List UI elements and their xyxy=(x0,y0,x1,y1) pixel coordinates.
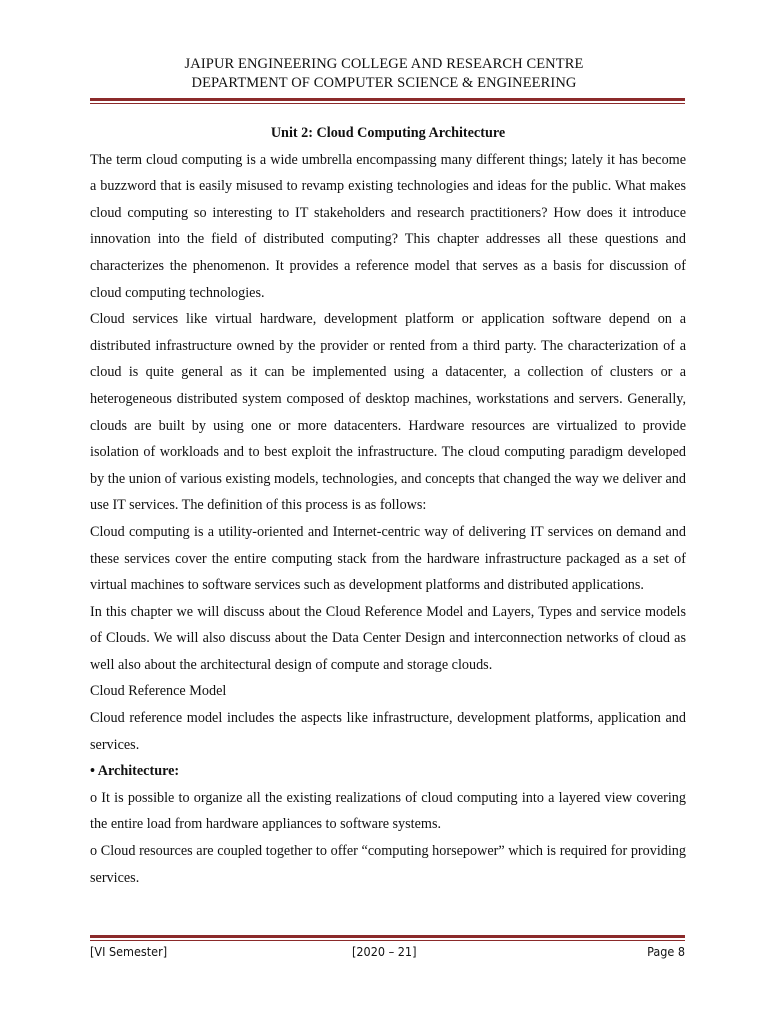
paragraph-cloud-services: Cloud services like virtual hardware, development platform or application software depend on a distributed infrastructure owned by the provider or rented from a third party. The characterization of a cloud is quite general as it can be implemented using a datacenter, a collection of clusters or a heterogeneous distributed system composed of desktop machines, workstations and servers. Generally, clouds are built by using one or more datacenters. Hardware resources are virtualized to provide isolation of workloads and to best exploit the infrastructure. The cloud computing paradigm developed by the union of various existing models, technologies, and concepts that changed the way we deliver and use IT services. The definition of this process is as follows: xyxy=(90,311,686,514)
page-body xyxy=(90,120,686,891)
header-college-name: JAIPUR ENGINEERING COLLEGE AND RESEARCH CENTRE xyxy=(184,56,584,72)
list-item-layered-view: o It is possible to organize all the existing realizations of cloud computing into a layered view covering the entire load from hardware appliances to software systems. xyxy=(90,789,686,833)
paragraph-chapter-overview: In this chapter we will discuss about the Cloud Reference Model and Layers, Types and service models of Clouds. We will also discuss about the Data Center Design and interconnection networks of cloud as well also about the architectural design of compute and storage clouds. xyxy=(90,603,686,673)
paragraph-reference-model: Cloud reference model includes the aspects like infrastructure, development platforms, application and services. xyxy=(90,710,686,753)
paragraph-intro: The term cloud computing is a wide umbrella encompassing many different things; lately it has become a buzzword that is easily misused to revamp existing technologies and ideas for the public. What makes cloud computing so interesting to IT stakeholders and research practitioners? How does it introduce innovation into the field of distributed computing? This chapter addresses all these questions and characterizes the phenomenon. It provides a reference model that serves as a basis for discussion of cloud computing technologies. xyxy=(90,151,686,301)
header-department-name: DEPARTMENT OF COMPUTER SCIENCE & ENGINEERING xyxy=(191,75,577,91)
footer-page-number: Page 8 xyxy=(647,944,685,959)
header-rule-thin xyxy=(90,103,685,104)
footer-rule-thick xyxy=(90,935,685,938)
section-heading-architecture: • Architecture: xyxy=(90,763,180,780)
page-header xyxy=(0,55,768,93)
list-item-computing-horsepower: o Cloud resources are coupled together to offer “computing horsepower” which is required for providing services. xyxy=(90,843,686,886)
footer-semester: [VI Semester] xyxy=(90,944,168,959)
section-heading-reference-model: Cloud Reference Model xyxy=(90,683,227,700)
footer-academic-year: [2020 – 21] xyxy=(352,944,417,959)
header-rule-thick xyxy=(90,98,685,101)
footer-rule-thin xyxy=(90,940,685,941)
unit-title: Unit 2: Cloud Computing Architecture xyxy=(270,125,506,141)
paragraph-definition: Cloud computing is a utility-oriented and Internet-centric way of delivering IT services on demand and these services cover the entire computing stack from the hardware infrastructure packaged as a set of virtual machines to software services such as development platforms and distributed applications. xyxy=(90,523,686,594)
